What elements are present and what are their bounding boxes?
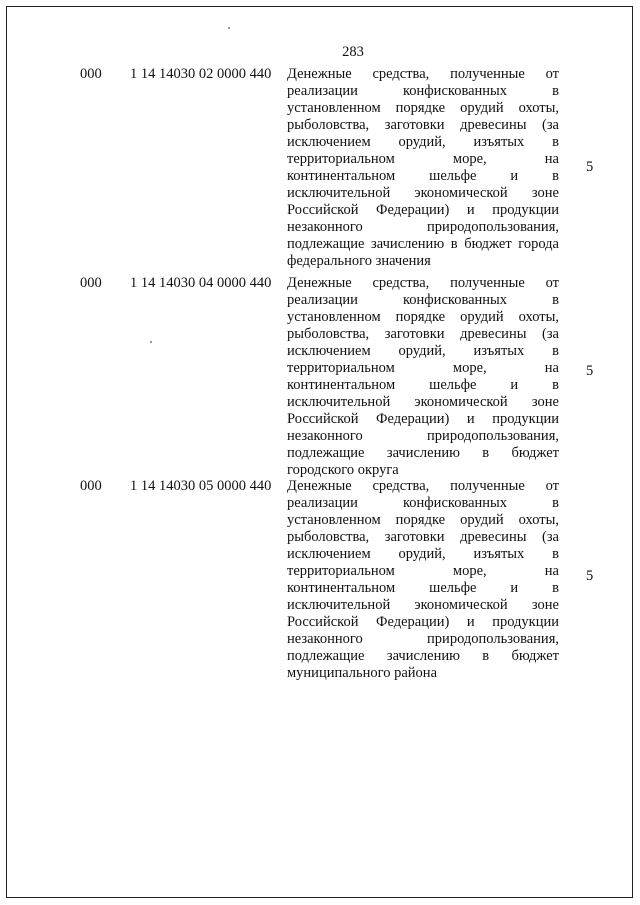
description-line: Денежные средства, полученные от [287, 66, 559, 82]
description-line: Денежные средства, полученные от [287, 275, 559, 291]
admin-code: 000 [80, 66, 102, 82]
description-line: незаконного природопользования, [287, 428, 559, 444]
description-line: территориальном море, на [287, 563, 559, 579]
description-line: Российской Федерации) и продукции [287, 202, 559, 218]
classification-number: 5 [586, 159, 594, 175]
description-line: подлежащие зачислению в бюджет города [287, 236, 559, 252]
description-line: подлежащие зачислению в бюджет [287, 445, 559, 461]
budget-classification-code: 1 14 14030 05 0000 440 [130, 478, 272, 494]
description-line: Российской Федерации) и продукции [287, 614, 559, 630]
description-line: городского округа [287, 462, 399, 478]
classification-number: 5 [586, 568, 594, 584]
income-description [287, 275, 559, 479]
admin-code: 000 [80, 275, 102, 291]
scan-speck [150, 341, 152, 343]
description-line: незаконного природопользования, [287, 631, 559, 647]
description-line: исключением орудий, изъятых в [287, 546, 559, 562]
description-line: континентальном шельфе и в [287, 377, 559, 393]
description-line: муниципального района [287, 665, 437, 681]
description-line: территориальном море, на [287, 360, 559, 376]
description-line: установленном порядке орудий охоты, [287, 309, 559, 325]
description-line: установленном порядке орудий охоты, [287, 512, 559, 528]
income-description [287, 478, 559, 682]
description-line: реализации конфискованных в [287, 495, 559, 511]
description-line: исключительной экономической зоне [287, 185, 559, 201]
description-line: рыболовства, заготовки древесины (за [287, 117, 559, 133]
description-line: континентальном шельфе и в [287, 580, 559, 596]
description-line: рыболовства, заготовки древесины (за [287, 326, 559, 342]
budget-classification-code: 1 14 14030 04 0000 440 [130, 275, 272, 291]
description-line: незаконного природопользования, [287, 219, 559, 235]
description-line: исключительной экономической зоне [287, 597, 559, 613]
description-line: рыболовства, заготовки древесины (за [287, 529, 559, 545]
description-line: федерального значения [287, 253, 431, 269]
description-line: территориальном море, на [287, 151, 559, 167]
page-number: 283 [342, 44, 364, 60]
description-line: подлежащие зачислению в бюджет [287, 648, 559, 664]
description-line: исключением орудий, изъятых в [287, 343, 559, 359]
description-line: исключительной экономической зоне [287, 394, 559, 410]
budget-classification-code: 1 14 14030 02 0000 440 [130, 66, 272, 82]
description-line: установленном порядке орудий охоты, [287, 100, 559, 116]
admin-code: 000 [80, 478, 102, 494]
description-line: реализации конфискованных в [287, 292, 559, 308]
description-line: континентальном шельфе и в [287, 168, 559, 184]
scan-speck [228, 27, 230, 29]
description-line: Денежные средства, полученные от [287, 478, 559, 494]
income-description [287, 66, 559, 270]
description-line: реализации конфискованных в [287, 83, 559, 99]
description-line: Российской Федерации) и продукции [287, 411, 559, 427]
classification-number: 5 [586, 363, 594, 379]
description-line: исключением орудий, изъятых в [287, 134, 559, 150]
